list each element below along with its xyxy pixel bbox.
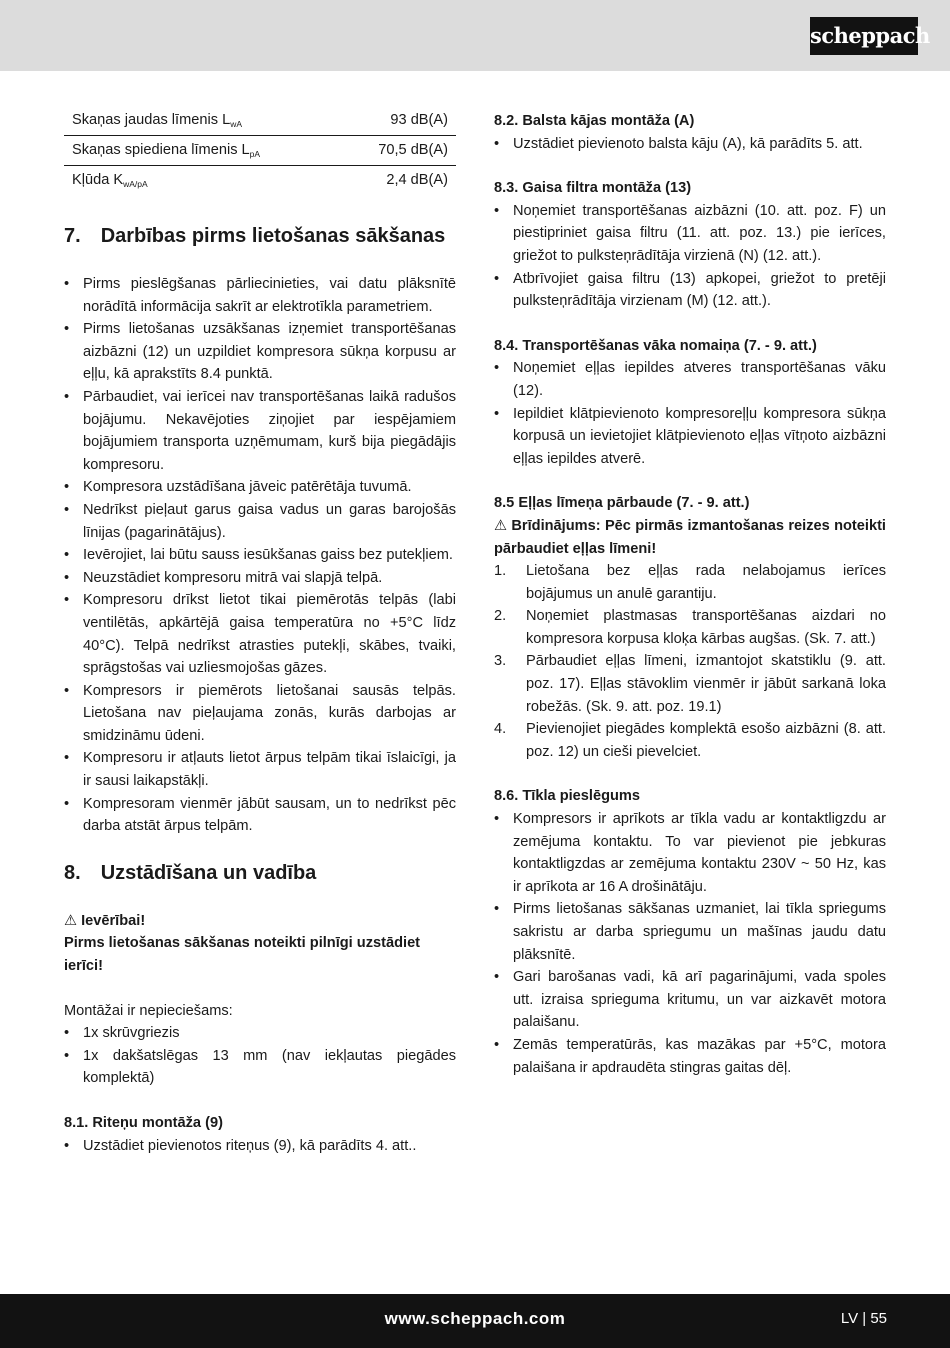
list-item: • 1x dakšatslēgas 13 mm (nav iekļautas piegādes komplektā) — [64, 1045, 456, 1090]
section-8-heading — [64, 860, 456, 886]
section-8-5-steps — [494, 560, 886, 763]
table-row — [64, 136, 456, 166]
list-item — [494, 560, 886, 605]
left-column — [64, 106, 456, 1157]
table-row — [64, 166, 456, 196]
section-8-6-heading: 8.6. Tīkla pieslēgums — [494, 788, 641, 805]
section-8-4-list — [494, 357, 886, 470]
list-item — [494, 718, 886, 763]
footer-bar — [0, 1294, 950, 1348]
footer-url: www.scheppach.com — [384, 1309, 566, 1328]
warning-text — [494, 515, 886, 560]
right-column — [494, 110, 886, 1079]
spec-value: 93 dB(A) — [340, 106, 456, 136]
spec-label: Skaņas spiediena līmenis L — [72, 142, 250, 159]
requirements-title: Montāžai ir nepieciešams: — [64, 1002, 233, 1019]
list-item: • Kompresora uzstādīšana jāveic patērētāja tuvumā. — [64, 476, 456, 499]
list-item: • 1x skrūvgriezis — [64, 1022, 456, 1045]
warning-label: Brīdinājums: Pēc pirmās izmantošanas reizes noteikti pārbaudiet eļļas līmeni! — [494, 517, 886, 557]
spec-subscript: wA/pA — [123, 179, 148, 190]
list-item: • Ievērojiet, lai būtu sauss iesūkšanas gaiss bez putekļiem. — [64, 544, 456, 567]
header-bar — [0, 0, 950, 71]
step-number: 2. — [494, 608, 507, 625]
step-text: Pārbaudiet eļļas līmeni, izmantojot skatstiklu (9. att. poz. 17). Eļļas stāvoklim vienmēr ir jābūt sarkanā loka robežās. (Sk. 9. att. poz. 19.1) — [526, 653, 886, 715]
section-number: 7. — [64, 225, 81, 247]
list-item: • Uzstādiet pievienoto balsta kāju (A), kā parādīts 5. att. — [494, 133, 886, 156]
list-item: • Iepildiet klātpievienoto kompresoreļļu kompresora sūkņa korpusā un ievietojiet klātpievienoto eļļas vītņoto aizbāzni eļļas iepildes atverē. — [494, 403, 886, 471]
step-number: 4. — [494, 721, 507, 738]
brand-logo: scheppach — [810, 17, 918, 55]
noise-specs-table — [64, 106, 456, 195]
section-title: Darbības pirms lietošanas sākšanas — [100, 225, 446, 247]
warning-heading — [64, 910, 456, 933]
section-8-4-heading: 8.4. Transportēšanas vāka nomaiņa (7. - 9. att.) — [494, 337, 817, 354]
table-row — [64, 106, 456, 136]
page-number: 55 — [870, 1310, 887, 1327]
list-item: • Noņemiet eļļas iepildes atveres transportēšanas vāku (12). — [494, 357, 886, 402]
spec-label: Skaņas jaudas līmenis L — [72, 112, 231, 129]
requirements-list — [64, 1022, 456, 1090]
list-item: • Pirms lietošanas uzsākšanas izņemiet transportēšanas aizbāzni (12) un uzpildiet kompresora sūkņa korpusu ar eļļu, kā aprakstīts 8.4 punktā. — [64, 318, 456, 386]
step-text: Pievienojiet piegādes komplektā esošo aizbāzni (8. att. poz. 12) un cieši pievelciet. — [526, 721, 886, 760]
warning-icon: ⚠ — [64, 912, 78, 929]
language-code: LV — [840, 1310, 859, 1327]
section-7-list — [64, 273, 456, 838]
step-text: Lietošana bez eļļas rada nelabojamus ierīces bojājumus un anulē garantiju. — [526, 563, 886, 602]
list-item: • Neuzstādiet kompresoru mitrā vai slapjā telpā. — [64, 567, 456, 590]
section-8-2-heading: 8.2. Balsta kājas montāža (A) — [494, 113, 695, 129]
section-8-3-list — [494, 200, 886, 313]
spec-label: Kļūda K — [72, 172, 124, 189]
list-item: • Kompresors ir piemērots lietošanai sausās telpās. Lietošana nav pieļaujama zonās, kurās darbojas ar smidzināmu ūdeni. — [64, 680, 456, 748]
page-indicator: LV | 55 — [840, 1310, 887, 1327]
step-number: 3. — [494, 653, 507, 670]
list-item: • Kompresoru drīkst lietot tikai piemērotās telpās (labi ventilētās, apkārtējā gaisa temperatūra no +5°C līdz 40°C). Telpā nedrīkst atrasties putekļi, skābes, tvaiki, sprāgstošas vai uzliesmojošas gāzes. — [64, 589, 456, 679]
warning-text: Pirms lietošanas sākšanas noteikti pilnīgi uzstādiet ierīci! — [64, 935, 421, 975]
list-item: • Gari barošanas vadi, kā arī pagarinājumi, vada spoles utt. izraisa sprieguma kritumu, un var aizkavēt motora palaišanu. — [494, 966, 886, 1034]
list-item: • Atbrīvojiet gaisa filtru (13) apkopei, griežot to pretēji pulksteņrādītāja virzienam (M) (12. att.). — [494, 268, 886, 313]
spec-subscript: pA — [249, 149, 261, 160]
section-8-2-list — [494, 133, 886, 156]
warning-icon: ⚠ — [494, 517, 508, 534]
warning-title: Ievērībai! — [81, 912, 146, 929]
spec-value: 70,5 dB(A) — [340, 136, 456, 166]
step-number: 1. — [494, 563, 507, 580]
list-item — [494, 605, 886, 650]
spec-subscript: wA — [230, 119, 242, 130]
section-7-heading — [64, 223, 456, 249]
list-item: • Noņemiet transportēšanas aizbāzni (10. att. poz. F) un piestipriniet gaisa filtru (11. att. poz. 13.) pie ierīces, griežot to pulksteņrādītāja virzienā (N) (12. att.). — [494, 200, 886, 268]
list-item: • Zemās temperatūrās, kas mazākas par +5°C, motora palaišana ir apdraudēta stingras gaitas dēļ. — [494, 1034, 886, 1079]
list-item: • Pirms pieslēgšanas pārliecinieties, vai datu plāksnītē norādītā informācija sakrīt ar elektrotīkla parametriem. — [64, 273, 456, 318]
section-8-6-list — [494, 808, 886, 1079]
section-8-1-list — [64, 1135, 456, 1158]
section-8-1-heading: 8.1. Riteņu montāža (9) — [64, 1115, 223, 1131]
list-item: • Pirms lietošanas sākšanas uzmaniet, lai tīkla spriegums sakristu ar darba spriegumu un mašīnas jaudu datu plāksnītē. — [494, 898, 886, 966]
list-item — [494, 650, 886, 718]
list-item: • Nedrīkst pieļaut garus gaisa vadus un garas barojošās līnijas (pagarinātājus). — [64, 499, 456, 544]
step-text: Noņemiet plastmasas transportēšanas aizdari no kompresora korpusa kloķa kārbas augšas. (Sk. 7. att.) — [526, 608, 886, 647]
spec-value: 2,4 dB(A) — [386, 172, 448, 189]
list-item: • Kompresoru ir atļauts lietot ārpus telpām tikai īslaicīgi, ja ir sausi laikapstākļi. — [64, 747, 456, 792]
list-item: • Uzstādiet pievienotos riteņus (9), kā parādīts 4. att.. — [64, 1135, 456, 1158]
section-title: Uzstādīšana un vadība — [100, 861, 317, 884]
list-item: • Pārbaudiet, vai ierīcei nav transportēšanas laikā radušos bojājumu. Nekavējoties ziņojiet par iespējamiem bojājumiem transporta uzņēmumam, kurš bija piegādājis kompresoru. — [64, 386, 456, 476]
section-number: 8. — [64, 861, 81, 884]
list-item: • Kompresoram vienmēr jābūt sausam, un to nedrīkst pēc darba atstāt ārpus telpām. — [64, 793, 456, 838]
section-8-3-heading: 8.3. Gaisa filtra montāža (13) — [494, 180, 692, 197]
section-8-5-heading: 8.5 Eļļas līmeņa pārbaude (7. - 9. att.) — [494, 495, 750, 512]
list-item: • Kompresors ir aprīkots ar tīkla vadu ar kontaktligzdu ar zemējuma kontaktu. To var pievienot pie jebkuras kontaktligzdas ar zemējuma kontaktu 230V ~ 50 Hz, kas ir aprīkota ar 16 A drošinātāju. — [494, 808, 886, 898]
